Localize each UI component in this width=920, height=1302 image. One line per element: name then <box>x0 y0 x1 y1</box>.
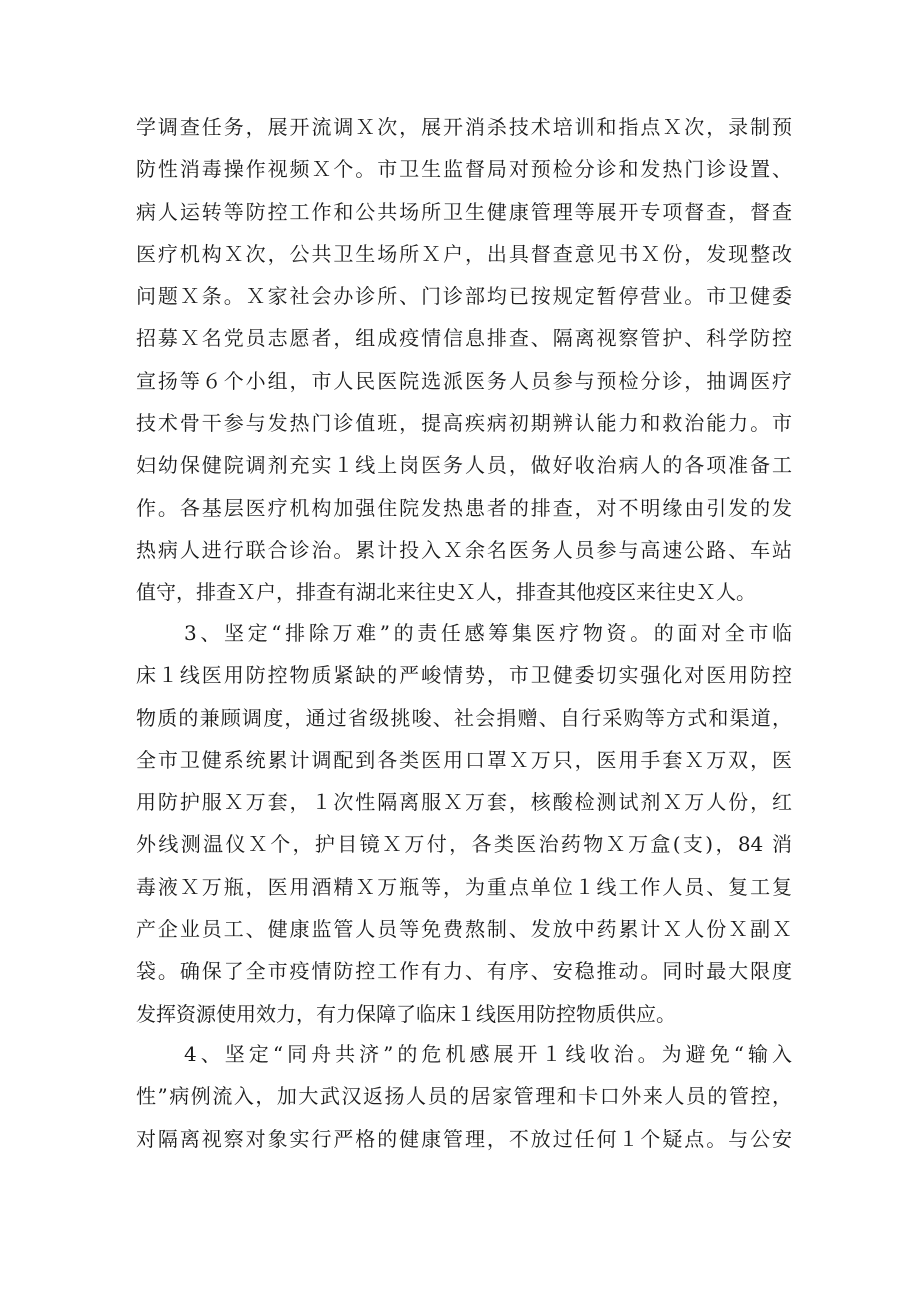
text-line: 毒液Ｘ万瓶，医用酒精Ｘ万瓶等，为重点单位１线工作人员、复工复 <box>136 874 792 899</box>
text-line: 医疗机构Ｘ次，公共卫生场所Ｘ户，出具督查意见书Ｘ份，发现整改 <box>136 241 792 266</box>
text-line: 4、坚定“同舟共济”的危机感展开１线收治。为避免“输入 <box>184 1042 792 1066</box>
text-line: 作。各基层医疗机构加强住院发热患者的排查，对不明缘由引发的发 <box>136 495 792 520</box>
text-line: 热病人进行联合诊治。累计投入Ｘ余名医务人员参与高速公路、车站 <box>136 537 792 562</box>
text-line: 发挥资源使用效力，有力保障了临床１线医用防控物质供应。 <box>136 1001 676 1026</box>
text-line: 问题Ｘ条。Ｘ家社会办诊所、门诊部均已按规定暂停营业。市卫健委 <box>136 284 792 309</box>
text-line: 对隔离视察对象实行严格的健康管理，不放过任何１个疑点。与公安 <box>136 1126 792 1151</box>
text-line: 病人运转等防控工作和公共场所卫生健康管理等展开专项督查，督查 <box>136 199 792 224</box>
text-line: 值守，排查Ｘ户，排查有湖北来往史Ｘ人，排查其他疫区来往史Ｘ人。 <box>136 580 756 605</box>
text-line: 技术骨干参与发热门诊值班，提高疾病初期辨认能力和救治能力。市 <box>136 411 792 436</box>
paragraph-continuation <box>136 106 792 614</box>
text-line: 床１线医用防控物质紧缺的严峻情势，市卫健委切实强化对医用防控 <box>136 663 792 688</box>
text-line: 物质的兼顾调度，通过省级挑唆、社会捐赠、自行采购等方式和渠道， <box>136 705 792 730</box>
paragraph-medical-supplies <box>136 612 792 1035</box>
text-line: 性”病例流入，加大武汉返扬人员的居家管理和卡口外来人员的管控， <box>136 1084 792 1109</box>
text-line: 学调查任务，展开流调Ｘ次，展开消杀技术培训和指点Ｘ次，录制预 <box>136 115 792 139</box>
text-line: 袋。确保了全市疫情防控工作有力、有序、安稳推动。同时最大限度 <box>136 959 792 984</box>
text-line: 用防护服Ｘ万套，１次性隔离服Ｘ万套，核酸检测试剂Ｘ万人份，红 <box>136 790 792 815</box>
text-line: 宣扬等６个小组，市人民医院选派医务人员参与预检分诊，抽调医疗 <box>136 368 792 393</box>
text-line: 防性消毒操作视频Ｘ个。市卫生监督局对预检分诊和发热门诊设置、 <box>136 157 792 182</box>
text-line: 妇幼保健院调剂充实１线上岗医务人员，做好收治病人的各项准备工 <box>136 453 792 478</box>
paragraph-frontline-treatment <box>136 1033 792 1160</box>
text-line: 产企业员工、健康监管人员等免费熬制、发放中药累计Ｘ人份Ｘ副Ｘ <box>136 917 792 942</box>
text-line: 招募Ｘ名党员志愿者，组成疫情信息排查、隔离视察管护、科学防控 <box>136 326 792 351</box>
text-line: 外线测温仪Ｘ个，护目镜Ｘ万付，各类医治药物Ｘ万盒(支)，84 消 <box>136 832 792 857</box>
text-line: 3、坚定“排除万难”的责任感筹集医疗物资。的面对全市临 <box>184 621 792 645</box>
text-line: 全市卫健系统累计调配到各类医用口罩Ｘ万只，医用手套Ｘ万双，医 <box>136 747 792 772</box>
